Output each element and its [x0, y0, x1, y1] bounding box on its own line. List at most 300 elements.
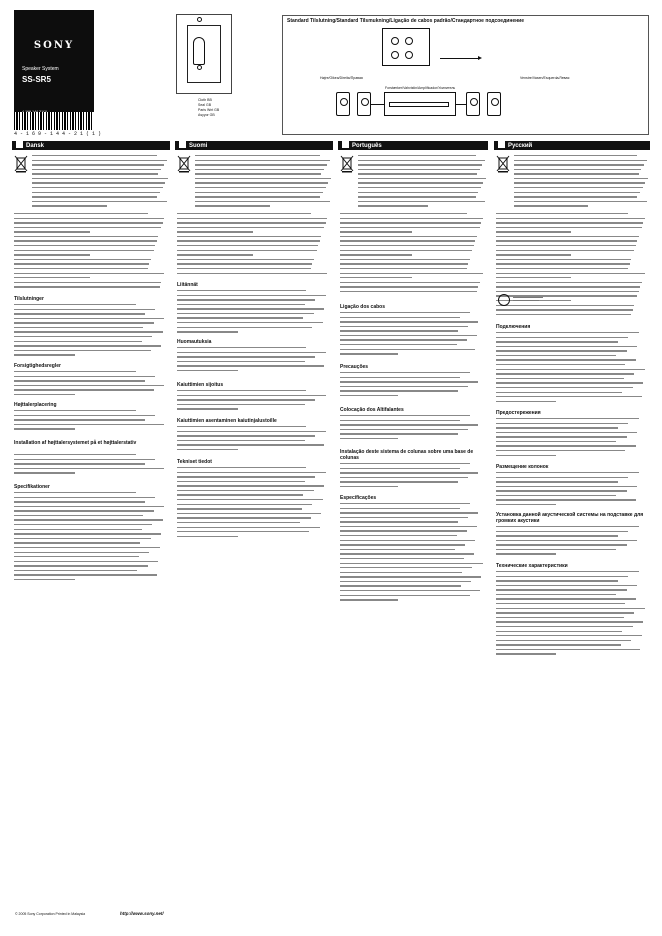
text-line — [496, 282, 642, 283]
text-line — [514, 160, 647, 161]
text-line — [14, 570, 137, 571]
text-line — [14, 492, 136, 493]
text-line — [496, 436, 627, 437]
section-heading: Forsigtighedsregler — [14, 363, 61, 369]
text-line — [496, 549, 616, 550]
text-line — [177, 299, 315, 300]
text-line — [177, 490, 314, 491]
text-line — [177, 313, 314, 314]
text-line — [177, 245, 318, 246]
section-heading: Liitännät — [177, 282, 198, 288]
text-line — [340, 553, 474, 554]
text-line — [177, 517, 311, 518]
text-line — [340, 250, 472, 251]
intro-paragraph — [32, 155, 168, 210]
text-line — [177, 308, 324, 309]
text-line — [177, 536, 238, 537]
text-line — [14, 419, 145, 420]
text-line — [340, 521, 458, 522]
intro-continued — [14, 213, 166, 291]
text-line — [496, 240, 637, 241]
text-line — [32, 187, 163, 188]
text-line — [14, 565, 148, 566]
text-line — [195, 187, 326, 188]
text-line — [496, 450, 625, 451]
text-line — [195, 164, 327, 165]
section-text — [340, 415, 484, 442]
text-line — [14, 277, 90, 278]
text-line — [496, 477, 628, 478]
text-line — [14, 394, 75, 395]
text-line — [32, 201, 167, 202]
text-line — [496, 589, 627, 590]
text-line — [358, 178, 486, 179]
text-line — [14, 350, 151, 351]
text-line — [14, 354, 75, 355]
text-line — [496, 526, 639, 527]
text-line — [514, 187, 643, 188]
text-line — [340, 395, 398, 396]
speaker-wire — [456, 104, 466, 105]
text-line — [14, 533, 161, 534]
text-line — [177, 361, 305, 362]
text-line — [514, 173, 639, 174]
section-text — [496, 418, 646, 459]
text-line — [14, 327, 143, 328]
text-line — [496, 553, 556, 554]
text-line — [177, 508, 302, 509]
color-item: Seal GB — [198, 103, 212, 107]
text-line — [14, 454, 136, 455]
text-line — [358, 173, 477, 174]
text-line — [340, 254, 412, 255]
text-line — [340, 291, 477, 292]
text-line — [14, 506, 164, 507]
text-line — [14, 273, 164, 274]
text-line — [14, 510, 154, 511]
text-line — [177, 522, 300, 523]
text-line — [496, 268, 628, 269]
text-line — [340, 349, 475, 350]
text-line — [14, 240, 157, 241]
text-line — [177, 273, 327, 274]
text-line — [496, 355, 616, 356]
text-line — [514, 169, 641, 170]
text-line — [496, 359, 636, 360]
weee-bin-icon — [496, 155, 510, 173]
language-column-1 — [175, 141, 333, 921]
text-line — [14, 497, 155, 498]
text-line — [496, 626, 633, 627]
text-line — [14, 286, 160, 287]
text-line — [514, 192, 640, 193]
text-line — [14, 561, 158, 562]
text-line — [14, 213, 148, 214]
text-line — [496, 346, 637, 347]
language-header — [338, 141, 488, 150]
text-line — [177, 485, 324, 486]
text-line — [340, 517, 468, 518]
text-line — [340, 481, 458, 482]
text-line — [340, 563, 483, 564]
text-line — [340, 259, 470, 260]
section-heading: Tekniset tiedot — [177, 459, 212, 465]
text-line — [496, 332, 639, 333]
text-line — [14, 459, 155, 460]
text-line — [340, 438, 398, 439]
section-text — [340, 463, 484, 490]
text-line — [14, 254, 90, 255]
text-line — [14, 556, 139, 557]
text-line — [14, 380, 145, 381]
mount-screw-top — [197, 17, 202, 22]
text-line — [14, 415, 155, 416]
text-line — [177, 347, 306, 348]
text-line — [496, 540, 637, 541]
section-heading: Установка данной акустической системы на подставке для громких акустики — [496, 512, 644, 524]
text-line — [496, 535, 618, 536]
text-line — [496, 455, 556, 456]
section-heading: Ligação dos cabos — [340, 304, 386, 310]
text-line — [340, 567, 472, 568]
section-text — [14, 410, 166, 433]
text-line — [177, 390, 306, 391]
text-line — [14, 318, 164, 319]
section-text — [177, 347, 329, 374]
text-line — [14, 282, 161, 283]
text-line — [514, 205, 588, 206]
text-line — [340, 468, 460, 469]
text-line — [496, 227, 642, 228]
section-heading: Huomautuksia — [177, 339, 212, 345]
text-line — [496, 585, 637, 586]
text-line — [340, 321, 478, 322]
text-line — [340, 508, 460, 509]
text-line — [340, 535, 457, 536]
section-heading: Specifikationer — [14, 484, 50, 490]
flag-square-icon — [342, 141, 349, 148]
weee-bin-icon — [340, 155, 354, 173]
text-line — [340, 282, 480, 283]
text-line — [14, 371, 136, 372]
text-line — [14, 222, 163, 223]
footer-url-link[interactable]: http://www.sony.net/ — [120, 911, 164, 916]
text-line — [496, 231, 571, 232]
text-line — [177, 304, 305, 305]
mount-screw-bottom — [197, 65, 202, 70]
label-left-speaker: Venstre/Vasen/Esquerda/Левая — [520, 76, 570, 80]
language-column-3 — [494, 141, 650, 921]
terminal-icon — [391, 37, 399, 45]
text-line — [14, 468, 164, 469]
flag-square-icon — [179, 141, 186, 148]
text-line — [14, 245, 155, 246]
text-line — [340, 530, 467, 531]
text-line — [14, 227, 161, 228]
speaker-wire — [371, 104, 384, 105]
text-line — [177, 327, 312, 328]
text-line — [340, 424, 478, 425]
text-line — [496, 387, 633, 388]
text-line — [177, 370, 238, 371]
amplifier-panel — [389, 102, 449, 107]
text-line — [177, 218, 327, 219]
text-line — [14, 529, 142, 530]
text-line — [177, 476, 315, 477]
text-line — [195, 169, 324, 170]
text-line — [496, 621, 643, 622]
section-text — [496, 332, 646, 405]
text-line — [195, 192, 323, 193]
seal-line — [513, 300, 539, 301]
terminal-icon — [405, 51, 413, 59]
text-line — [14, 385, 164, 386]
text-line — [14, 552, 149, 553]
text-line — [340, 317, 460, 318]
text-line — [32, 164, 164, 165]
text-line — [340, 599, 398, 600]
text-line — [340, 549, 455, 550]
text-line — [32, 196, 157, 197]
section-heading: Kaiuttimien sijoitus — [177, 382, 224, 388]
weee-bin-icon — [177, 155, 191, 173]
text-line — [496, 213, 628, 214]
text-line — [496, 631, 622, 632]
text-line — [177, 404, 305, 405]
text-line — [358, 192, 478, 193]
text-line — [177, 467, 306, 468]
text-line — [358, 196, 476, 197]
text-line — [496, 486, 637, 487]
text-line — [340, 526, 477, 527]
section-text — [496, 472, 646, 509]
text-line — [340, 339, 467, 340]
text-line — [340, 286, 478, 287]
section-heading: Colocação dos Altifalantes — [340, 407, 404, 413]
intro-paragraph — [514, 155, 648, 210]
text-line — [496, 571, 639, 572]
text-line — [340, 372, 470, 373]
text-line — [32, 205, 107, 206]
text-line — [340, 429, 468, 430]
text-line — [340, 572, 462, 573]
text-line — [195, 173, 321, 174]
text-line — [340, 277, 412, 278]
section-heading: Размещение колонок — [496, 464, 549, 470]
text-line — [340, 595, 470, 596]
text-line — [496, 218, 645, 219]
text-line — [195, 182, 328, 183]
text-line — [340, 236, 477, 237]
language-label: Português — [352, 143, 382, 149]
text-line — [177, 472, 326, 473]
text-line — [14, 250, 154, 251]
text-line — [340, 477, 468, 478]
text-line — [195, 205, 270, 206]
section-heading: Precauções — [340, 364, 369, 370]
text-line — [14, 501, 145, 502]
text-line — [496, 314, 631, 315]
section-text — [496, 526, 646, 558]
language-label: Suomi — [189, 143, 208, 149]
text-line — [358, 164, 482, 165]
text-line — [177, 268, 311, 269]
text-line — [496, 373, 634, 374]
text-line — [496, 481, 618, 482]
text-line — [496, 250, 634, 251]
text-line — [340, 335, 477, 336]
text-line — [14, 524, 152, 525]
weee-bin-icon — [14, 155, 28, 173]
text-line — [340, 245, 474, 246]
flag-square-icon — [498, 141, 505, 148]
text-line — [177, 527, 320, 528]
text-line — [177, 365, 324, 366]
text-line — [496, 495, 616, 496]
language-header — [12, 141, 170, 150]
text-line — [358, 201, 485, 202]
text-line — [14, 322, 154, 323]
text-line — [496, 286, 640, 287]
text-line — [514, 178, 648, 179]
text-line — [496, 544, 627, 545]
text-line — [496, 222, 643, 223]
color-item: Cloth BB — [198, 98, 212, 102]
text-line — [496, 640, 631, 641]
section-heading: Предостережения — [496, 410, 541, 416]
text-line — [177, 352, 326, 353]
text-line — [340, 472, 478, 473]
text-line — [177, 408, 238, 409]
section-heading: Installation af højttalersystemet på et højttalerstativ — [14, 440, 137, 446]
text-line — [496, 504, 556, 505]
terminal-icon — [405, 37, 413, 45]
text-line — [340, 503, 470, 504]
text-line — [496, 499, 636, 500]
section-text — [14, 371, 166, 398]
text-line — [514, 201, 647, 202]
text-line — [14, 515, 143, 516]
text-line — [340, 227, 480, 228]
text-line — [14, 538, 151, 539]
section-heading: Kaiuttimien asentaminen kaiutinjalustoille — [177, 418, 277, 424]
text-line — [496, 305, 634, 306]
language-column-0 — [12, 141, 170, 921]
text-line — [32, 178, 168, 179]
text-line — [358, 205, 428, 206]
section-text — [340, 372, 484, 399]
text-line — [496, 309, 633, 310]
text-line — [177, 449, 238, 450]
product-type: Speaker System — [22, 66, 59, 72]
text-line — [340, 381, 478, 382]
label-amplifier: Forstærker/Vahvistin/Amplificador/Усилитель — [385, 86, 456, 90]
text-line — [340, 576, 481, 577]
barcode-number: 4 - 1 6 9 - 1 4 4 - 2 1 ( 1 ) — [14, 131, 102, 137]
text-line — [14, 268, 148, 269]
text-line — [14, 304, 136, 305]
text-line — [177, 222, 326, 223]
barcode-image — [14, 112, 94, 130]
text-line — [177, 431, 326, 432]
speaker-mount-illustration — [176, 14, 232, 94]
text-line — [340, 512, 478, 513]
text-line — [496, 341, 618, 342]
text-line — [496, 603, 625, 604]
text-line — [340, 558, 464, 559]
language-label: Русский — [508, 143, 533, 149]
text-line — [14, 313, 145, 314]
text-line — [340, 377, 460, 378]
label-right-speaker: Højre/Oikea/Direita/Правая — [320, 76, 363, 80]
text-line — [14, 331, 163, 332]
text-line — [496, 576, 628, 577]
text-line — [14, 336, 152, 337]
text-line — [177, 263, 312, 264]
text-line — [177, 494, 303, 495]
text-line — [496, 418, 639, 419]
text-line — [340, 415, 470, 416]
text-line — [496, 364, 625, 365]
text-line — [14, 236, 158, 237]
certification-text — [513, 295, 543, 301]
text-line — [177, 322, 323, 323]
speaker-right-icon-2 — [357, 92, 371, 116]
text-line — [195, 178, 331, 179]
text-line — [496, 236, 639, 237]
text-line — [340, 390, 458, 391]
text-line — [340, 273, 483, 274]
text-line — [496, 608, 645, 609]
section-heading: Tilslutninger — [14, 296, 44, 302]
text-line — [496, 427, 618, 428]
text-line — [496, 598, 636, 599]
certification-seal-icon — [498, 294, 510, 306]
text-line — [177, 440, 305, 441]
text-line — [496, 382, 643, 383]
text-line — [340, 420, 460, 421]
text-line — [14, 389, 154, 390]
text-line — [496, 649, 640, 650]
text-line — [177, 317, 303, 318]
text-line — [177, 426, 306, 427]
text-line — [14, 410, 136, 411]
text-line — [14, 309, 155, 310]
text-line — [177, 331, 238, 332]
text-line — [496, 472, 639, 473]
text-line — [496, 423, 628, 424]
amplifier-icon — [384, 92, 456, 116]
section-heading: Подключения — [496, 324, 531, 330]
text-line — [177, 356, 315, 357]
text-line — [14, 345, 161, 346]
section-text — [14, 492, 166, 584]
text-line — [14, 341, 142, 342]
text-line — [496, 490, 627, 491]
text-line — [496, 441, 616, 442]
text-line — [177, 504, 312, 505]
text-line — [14, 547, 160, 548]
text-line — [177, 236, 321, 237]
text-line — [496, 378, 624, 379]
text-line — [177, 231, 253, 232]
text-line — [14, 376, 155, 377]
text-line — [358, 169, 480, 170]
text-line — [496, 350, 627, 351]
color-item: Paris Wnt GB — [198, 108, 220, 112]
terminal-panel-illustration — [382, 28, 430, 66]
terminal-icon — [391, 51, 399, 59]
